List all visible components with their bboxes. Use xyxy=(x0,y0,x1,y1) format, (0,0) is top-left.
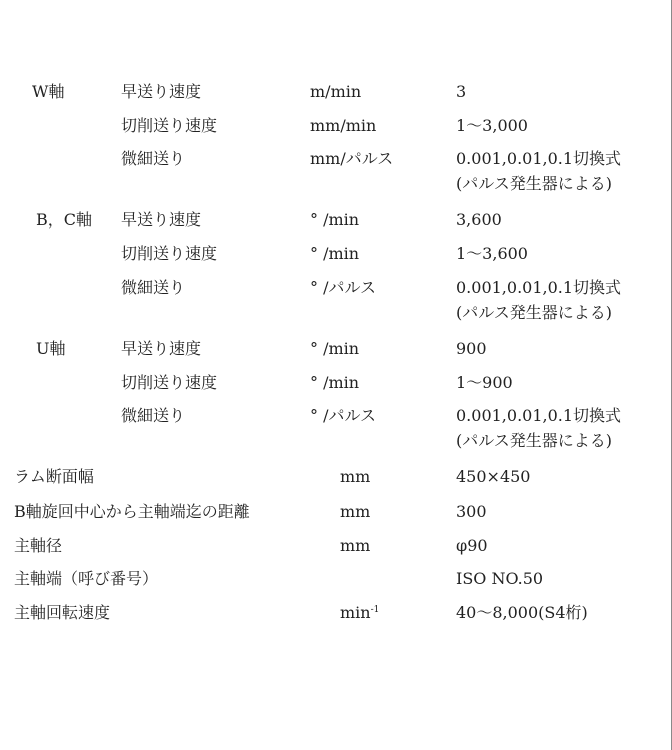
spec-value: φ90 xyxy=(456,536,488,555)
spec-unit: mm xyxy=(340,502,371,521)
row-unit: ° /min xyxy=(310,373,360,392)
row-value: 1〜3,000 xyxy=(456,116,528,135)
row-value: 3,600 xyxy=(456,210,502,229)
row-unit: ° /min xyxy=(310,210,360,229)
row-value: 0.001,0.01,0.1切換式 xyxy=(456,149,622,168)
spec-value: 450×450 xyxy=(456,467,531,486)
row-value: 1〜900 xyxy=(456,373,513,392)
row-item: 微細送り xyxy=(121,278,186,297)
spec-item: 主軸回転速度 xyxy=(14,603,111,622)
row-value-note: (パルス発生器による) xyxy=(456,303,613,322)
row-value: 1〜3,600 xyxy=(456,244,528,263)
row-item: 微細送り xyxy=(121,406,186,425)
row-unit: ° /パルス xyxy=(310,278,376,297)
row-unit: ° /min xyxy=(310,339,360,358)
row-item: 早送り速度 xyxy=(121,210,202,229)
row-unit: mm/min xyxy=(310,116,377,135)
spec-item: 主軸径 xyxy=(14,536,63,555)
row-item: 早送り速度 xyxy=(121,82,202,101)
row-value-note: (パルス発生器による) xyxy=(456,431,613,450)
row-unit: ° /パルス xyxy=(310,406,376,425)
spec-unit: mm xyxy=(340,467,371,486)
row-unit: mm/パルス xyxy=(310,149,394,168)
row-value: 0.001,0.01,0.1切換式 xyxy=(456,278,622,297)
spec-item: 主軸端（呼び番号） xyxy=(14,569,159,588)
row-item: 切削送り速度 xyxy=(121,244,218,263)
spec-unit-base: min xyxy=(340,603,371,622)
row-item: 微細送り xyxy=(121,149,186,168)
spec-item: ラム断面幅 xyxy=(14,467,94,486)
spec-unit xyxy=(340,602,379,624)
spec-unit: mm xyxy=(340,536,371,555)
axis-label-bc: B，C軸 xyxy=(36,210,93,229)
spec-item: B軸旋回中心から主軸端迄の距離 xyxy=(14,502,250,521)
row-item: 切削送り速度 xyxy=(121,373,218,392)
row-value: 900 xyxy=(456,339,487,358)
spec-value: 40〜8,000(S4桁) xyxy=(456,603,588,622)
row-item: 早送り速度 xyxy=(121,339,202,358)
row-item: 切削送り速度 xyxy=(121,116,218,135)
row-value-note: (パルス発生器による) xyxy=(456,174,613,193)
row-unit: m/min xyxy=(310,82,362,101)
row-unit: ° /min xyxy=(310,244,360,263)
spec-unit-exponent: -1 xyxy=(370,605,380,615)
row-value: 0.001,0.01,0.1切換式 xyxy=(456,406,622,425)
axis-label-u: U軸 xyxy=(36,339,66,358)
spec-value: 300 xyxy=(456,502,487,521)
axis-label-w: W軸 xyxy=(32,82,65,101)
row-value: 3 xyxy=(456,82,467,101)
spec-value: ISO NO.50 xyxy=(456,569,544,588)
